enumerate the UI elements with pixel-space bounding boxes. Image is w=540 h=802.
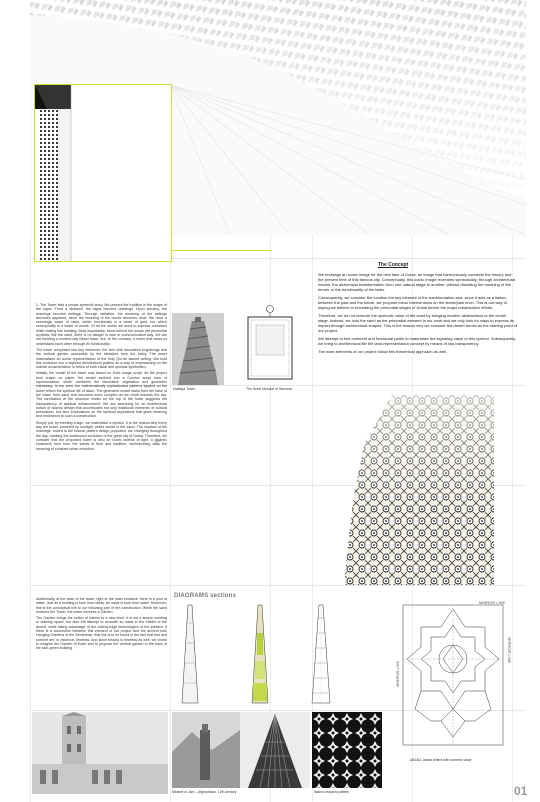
tower-paragraph: 1. The Tower tells a simple symbolic story. We present the tradition in the shape of the signs. From a distance, the signs become drawings. Upon scrutiny, the drawings become writings. Through visitation, the meaning of the writings becomes apparent, since the meaning of the words becomes clear. We have a seemingly tower of sand, which functionally is a tower of gold, but which conceptually is a tower of words. Of all the words we need to express ourselves while visiting this building. Most importantly, since behind the words are primordial symbols, like the sand, there is no danger to lose or communication way. We are not building a modern-day Babel tower, but, to the contrary, a tower that helps us understand each other through its functionality. <box>36 303 167 346</box>
garden-text-block <box>36 597 167 653</box>
page-number: 01 <box>514 784 528 798</box>
concept-body <box>318 272 518 354</box>
tower-paragraph: The tower comprises two key elements: the skin with decorative engravings and the vertical garden accessible by the elevators from the lobby. The tower materializes an iconic representation of the Holy Qur'an sacred writing. We hold this evolution into a stylized architectural pattern as a way of emphasizing on the Islamic ornamentation in terms of both visual and spiritual symbolism. <box>36 347 167 370</box>
garden-paragraph: The Garden brings the notion of interior to a new level. It is not a simple meeting or walking space, but also the attempt to recreate an oasis in the middle of the desert, while taking advantage of the cutting-edge technologies of the present. If there is a connection between this element of our project and the ancient lush Hanging Gardens of the Semiramis, that link is to be found in the fact that rest and comfort are, in essence, timeless. And since beauty is timeless as well, we chose to imagine the Garden of Eden and to propose the vertical garden in the back of the skin-green building. <box>36 616 167 651</box>
samarra-mosque-plan <box>244 303 296 385</box>
concept-paragraph: We attempt to find coherent and functional paths to materialize the signaling value of this symbol. Subsequently, we bring to architectural life the land-representation concept by means of sky-transparency. <box>318 336 516 346</box>
tower-paragraph: Simply put, by erecting a sign, we materialize a symbol. It is the reason why every day the tower, powered by sunlight, writes words in the sand. The shadow of the markings, rooted in the Islamic pattern design proposed, are changing throughout the day, marking the continuous evolution of the great city of Dubai. Therefore, we consider that the proposed tower is also an iconic obelisk of light, a gigantic clockwork born from the sands of time and tradition, reinterpreting daily the meaning of constant urban evolution. <box>36 420 167 451</box>
islamic-motif-pattern <box>312 712 382 788</box>
grid-line <box>30 585 526 586</box>
accent-line <box>172 250 272 251</box>
water-paragraph: Additionally, at the base of the tower, right at the main entrance, there is a pool of water. Just as a building is born from ideas, an oasis is born from water. Moreover, this is the conceptual link to our following part of the construction. While the sand nurtures the Tower, the water nurtures a Garden. <box>36 597 167 614</box>
malwiya-tower-photo <box>172 313 224 385</box>
diagram-section-1 <box>178 603 202 705</box>
concept-paragraph: The main elements of our project follow this theoretical approach as well. <box>318 349 447 354</box>
concept-paragraph: We envisage an iconic image for the new face of Dubai, an image that harmoniously connects the history and the present time of this famous city. Conceptually, this iconic image recreates symbolically, through architectural means, the alchemical transformation from one natural stage to another, without distorting the meaning of the former or the functionality of the latter. <box>318 272 516 292</box>
diagram-section-3 <box>306 603 336 705</box>
diagram-section-2-garden <box>246 603 274 705</box>
tower-paragraph: Initially, the model of the tower was based on Kufic image script. As the project took shape on paper, the model evolved into a Cursive script form of representation, which combines the decorative vegetation and geometric interlacing. In our view, the mathematically sophisticated patterns applied on the tower reflect the spiritual life of Islam. The geometric model starts from the base of the tower from sand and becomes more complex as we climb towards the sky. The rarefaction of the structure model on the top of the tower suggests the transparency of spiritual enhancement. We are searching for an architectural notion of Islamic design that accentuates not only traditional elements of cultural persuasion, but also emphasizes on the spiritual aspirations that gives meaning and endurance to such a construction. <box>36 371 167 419</box>
tower-elevation-frame <box>34 84 172 262</box>
concept-paragraph: Therefore, we do not obscure the symbolic value of the sand by bringing modern abstractions to the center stage. Instead, we hold the sand as the primordial element in our work and we only look for ways to express its impact through architectural shapes. This is the reason why we consider the desert dunes as the starting point of our project. <box>318 313 518 333</box>
abjad-pattern-diagram <box>395 597 511 753</box>
mirror-line-label-left: MIRROR LINE <box>395 660 400 687</box>
mirror-line-label-right: MIRROR LINE <box>507 637 512 664</box>
concept-section <box>318 262 518 357</box>
abjad-caption: ABJAD- arabic letters with numeric value <box>410 758 472 762</box>
carved-dome-photo <box>240 712 310 788</box>
jam-caption: Minaret of Jam – Afghanistan, 12th century <box>172 790 237 794</box>
concept-paragraph: Consequently, we consider the location the key element of the transformation and, since it acts as a liaison between the past and the future, we propose minor interventions on the street/park level. This is our way of saying we believe in recreating the primordial stages of Dubai before the major urbanization efforts. <box>318 295 507 310</box>
tower-text-block <box>36 303 167 453</box>
samarra-caption: The Great Mosque of Samarra <box>246 387 292 391</box>
tower-perforation-render <box>344 395 494 585</box>
malwiya-caption: Malwiya Tower <box>173 387 196 391</box>
minaret-of-jam-photo <box>172 712 240 788</box>
minaret-photo-1 <box>32 712 168 794</box>
mirror-line-label-top: MIRROR LINE <box>479 600 506 605</box>
motif-caption: Islamic morphic pattern <box>314 790 350 794</box>
concept-title: The Concept <box>377 262 409 268</box>
diagrams-title: DIAGRAMS sections <box>174 593 237 599</box>
